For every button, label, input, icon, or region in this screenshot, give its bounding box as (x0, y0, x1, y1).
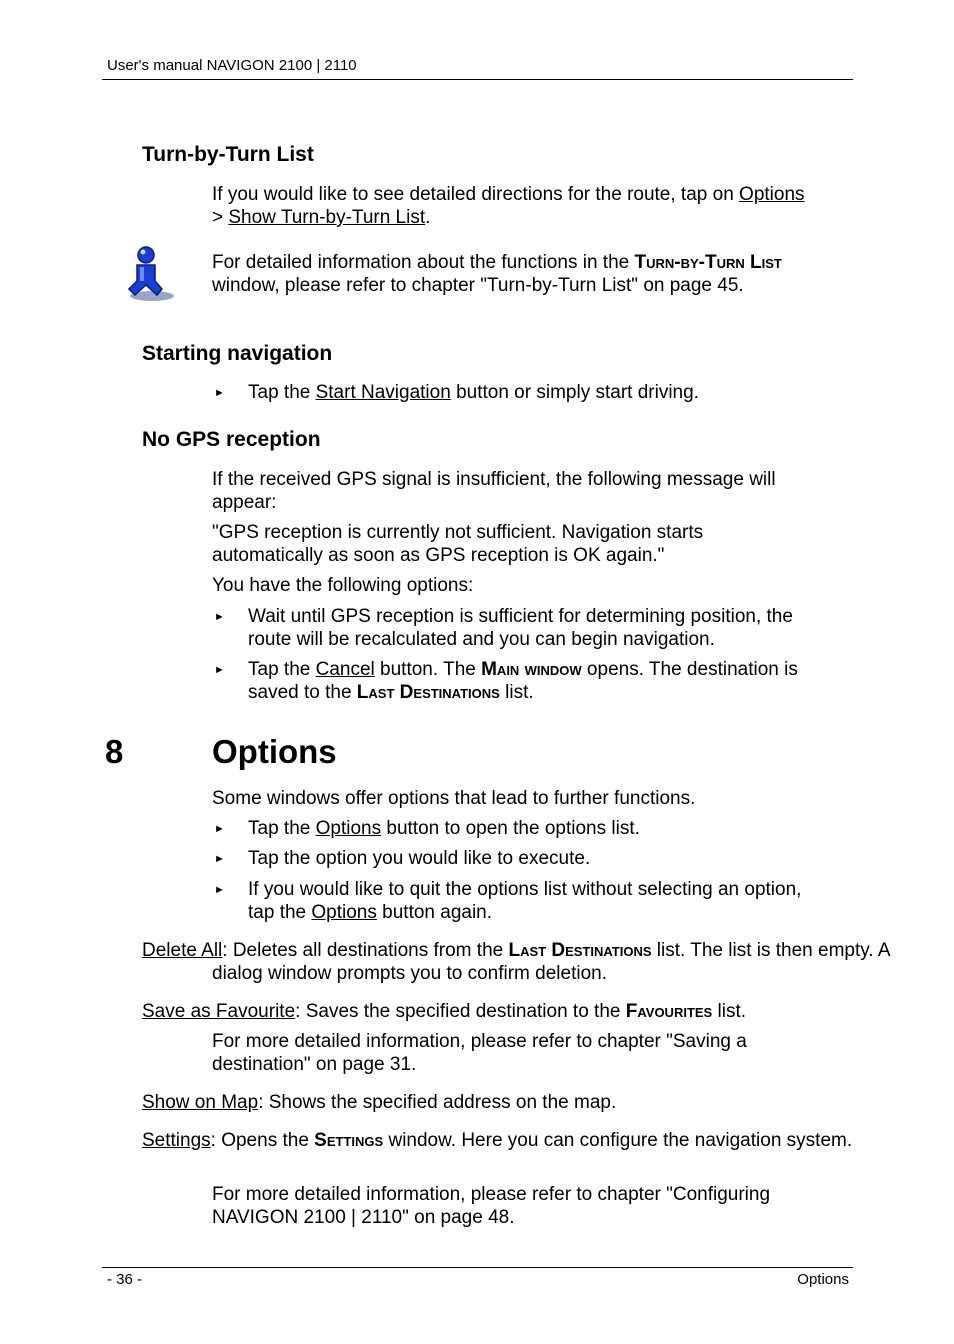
gps-options-intro: You have the following options: (212, 575, 474, 596)
options-link: Options (311, 902, 377, 923)
footer-section: Options (797, 1271, 849, 1288)
chapter-intro: Some windows offer options that lead to further functions. (212, 788, 696, 809)
info-person-icon (124, 243, 178, 303)
heading-no-gps: No GPS reception (142, 428, 321, 451)
def-show-on-map: Show on Map: Shows the specified address on the map. (142, 1092, 617, 1113)
info-paragraph: For detailed information about the functions in the Turn-by-Turn List window, please refer to chapter "Turn-by-Turn List" on page 45. (212, 252, 782, 296)
options-link: Options (315, 818, 382, 839)
triangle-bullet-icon: ► (214, 823, 225, 835)
settings-term: Settings (142, 1130, 211, 1151)
running-header: User's manual NAVIGON 2100 | 2110 (107, 57, 357, 74)
page-number: - 36 - (107, 1271, 143, 1288)
heading-starting-navigation: Starting navigation (142, 342, 333, 365)
footer-rule (102, 1267, 853, 1268)
show-turn-list-link: Show Turn-by-Turn List (228, 207, 426, 228)
gps-bullet-cancel: Tap the Cancel button. The Main window opens. The destination is saved to the Last Destinations list. (248, 659, 798, 703)
def-save-favourite: Save as Favourite: Saves the specified destination to the Favourites list. (142, 1001, 747, 1022)
triangle-bullet-icon: ► (214, 853, 225, 865)
heading-turn-by-turn: Turn-by-Turn List (142, 143, 314, 166)
settings-more-info: For more detailed information, please refer to chapter "Configuring NAVIGON 2100 | 2110" on page 48. (212, 1184, 771, 1228)
start-bullet: Tap the Start Navigation button or simply start driving. (248, 382, 699, 403)
def-settings: Settings: Opens the Settings window. Here you can configure the navigation system. (142, 1130, 853, 1151)
triangle-bullet-icon: ► (214, 664, 225, 676)
show-on-map-term: Show on Map (142, 1092, 259, 1113)
options-link: Options (739, 184, 805, 205)
start-navigation-link: Start Navigation (315, 382, 451, 403)
header-rule (102, 79, 853, 80)
turn-paragraph: If you would like to see detailed directions for the route, tap on Options > Show Turn-by-Turn List. (212, 184, 805, 228)
gps-message: "GPS reception is currently not sufficient. Navigation starts automatically as soon as GPS reception is OK again." (212, 522, 704, 566)
chapter-number: 8 (105, 733, 124, 770)
triangle-bullet-icon: ► (214, 884, 225, 896)
options-bullet-2: Tap the option you would like to execute. (248, 848, 591, 869)
triangle-bullet-icon: ► (214, 387, 225, 399)
chapter-title: Options (212, 733, 337, 770)
gps-paragraph-1: If the received GPS signal is insufficient, the following message will appear: (212, 469, 776, 513)
options-bullet-1: Tap the Options button to open the options list. (248, 818, 640, 839)
cancel-link: Cancel (315, 659, 375, 680)
options-bullet-3: If you would like to quit the options list without selecting an option, tap the Options button again. (248, 879, 802, 923)
delete-all-term: Delete All (142, 940, 223, 961)
save-more-info: For more detailed information, please refer to chapter "Saving a destination" on page 31. (212, 1031, 747, 1075)
def-delete-all: Delete All: Deletes all destinations from the Last Destinations list. The list is then empty. A dialog window prompts you to confirm deletion. (142, 940, 890, 984)
save-favourite-term: Save as Favourite (142, 1001, 296, 1022)
gps-bullet-wait: Wait until GPS reception is sufficient for determining position, the route will be recalculated and you can begin navigation. (248, 606, 793, 650)
triangle-bullet-icon: ► (214, 611, 225, 623)
